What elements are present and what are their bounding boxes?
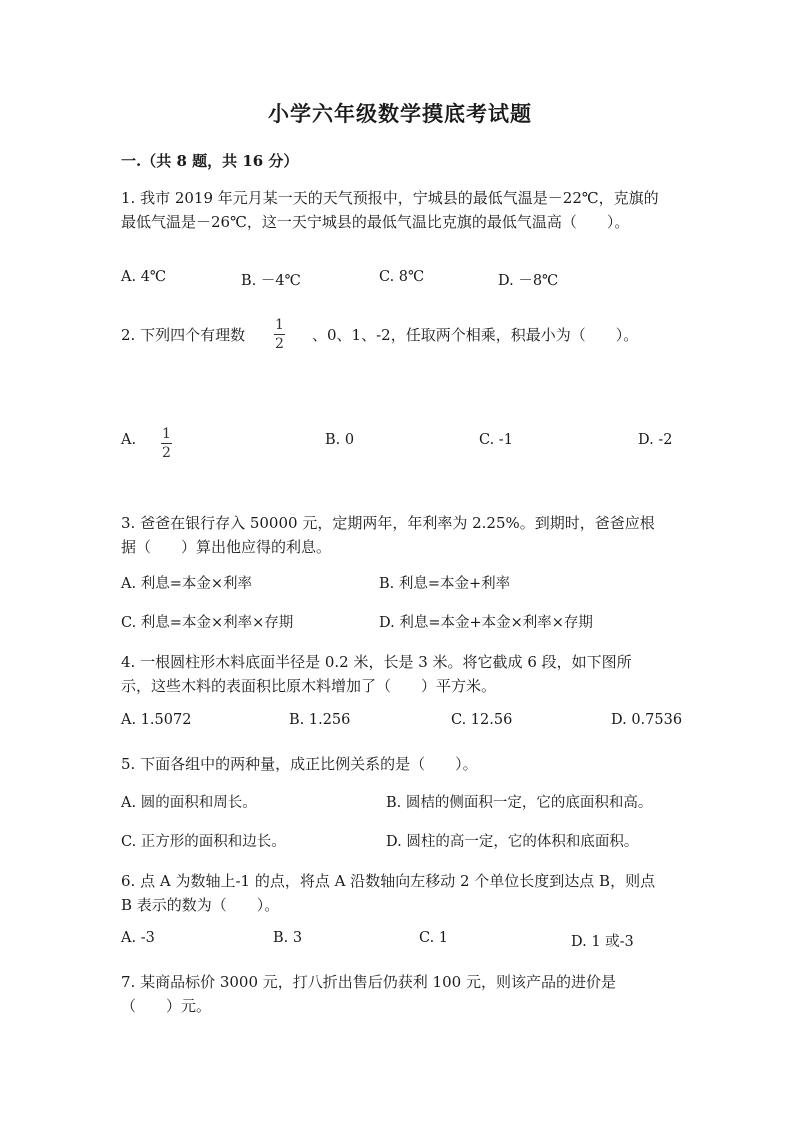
fraction-bar: [274, 334, 285, 335]
fraction-denominator: 2: [162, 445, 171, 461]
fraction-bar: [161, 443, 172, 444]
fraction-numerator: 1: [162, 426, 171, 442]
question-5-line-1: 5. 下面各组中的两种量，成正比例关系的是（ ）。: [121, 755, 478, 773]
q2-option-a-fraction: [161, 426, 172, 461]
q4-option-c: C. 12.56: [451, 712, 513, 728]
q1-option-b: B. －4℃: [241, 273, 301, 289]
q5-option-c: C. 正方形的面积和边长。: [121, 834, 286, 850]
q1-option-c: C. 8℃: [379, 269, 425, 285]
q1-option-d: D. －8℃: [498, 273, 559, 289]
question-2-fraction: [274, 317, 285, 352]
question-3-line-1: 3. 爸爸在银行存入 50000 元，定期两年，年利率为 2.25%。到期时，爸爸应根: [121, 514, 655, 532]
q5-option-a: A. 圆的面积和周长。: [121, 795, 257, 811]
q3-option-b: B. 利息=本金+利率: [379, 576, 511, 592]
q6-option-c: C. 1: [419, 930, 449, 946]
question-2-prefix: 2. 下列四个有理数: [121, 326, 246, 344]
q3-option-c: C. 利息=本金×利率×存期: [121, 615, 294, 631]
question-3-line-2: 据（ ）算出他应得的利息。: [121, 538, 332, 556]
fraction-denominator: 2: [275, 336, 284, 352]
q5-option-b: B. 圆桔的侧面积一定，它的底面积和高。: [386, 795, 653, 811]
question-1-line-2: 最低气温是－26℃，这一天宁城县的最低气温比克旗的最低气温高（ ）。: [121, 213, 630, 231]
page-title: 小学六年级数学摸底考试题: [268, 101, 532, 126]
question-6-line-2: B 表示的数为（ ）。: [121, 896, 280, 914]
q4-option-b: B. 1.256: [289, 712, 351, 728]
question-7-line-1: 7. 某商品标价 3000 元，打八折出售后仍获利 100 元，则该产品的进价是: [121, 973, 616, 991]
q6-option-b: B. 3: [273, 930, 303, 946]
q5-option-d: D. 圆柱的高一定，它的体积和底面积。: [386, 834, 639, 850]
q2-option-a: A.: [121, 432, 137, 448]
question-4-line-1: 4. 一根圆柱形木料底面半径是 0.2 米，长是 3 米。将它截成 6 段，如下图所: [121, 653, 632, 671]
q6-option-a: A. -3: [121, 930, 155, 946]
fraction-numerator: 1: [275, 317, 284, 333]
question-2-suffix: 、0、1、-2，任取两个相乘，积最小为（ ）。: [312, 326, 639, 344]
q2-option-b: B. 0: [325, 432, 355, 448]
q2-option-c: C. -1: [479, 432, 513, 448]
question-1-line-1: 1. 我市 2019 年元月某一天的天气预报中，宁城县的最低气温是－22℃，克旗的: [121, 189, 659, 207]
q4-option-a: A. 1.5072: [121, 712, 192, 728]
question-7-line-2: （ ）元。: [121, 997, 212, 1015]
q6-option-d: D. 1 或-3: [571, 934, 634, 950]
section-heading: 一.（共 8 题，共 16 分）: [121, 152, 299, 170]
question-4-line-2: 示，这些木料的表面积比原木料增加了（ ）平方米。: [121, 677, 497, 695]
q3-option-a: A. 利息=本金×利率: [121, 576, 252, 592]
q2-option-d: D. -2: [638, 432, 673, 448]
q3-option-d: D. 利息=本金+本金×利率×存期: [379, 615, 593, 631]
question-6-line-1: 6. 点 A 为数轴上-1 的点，将点 A 沿数轴向左移动 2 个单位长度到达点 B，则点: [121, 872, 656, 890]
q1-option-a: A. 4℃: [121, 269, 167, 285]
q4-option-d: D. 0.7536: [611, 712, 683, 728]
